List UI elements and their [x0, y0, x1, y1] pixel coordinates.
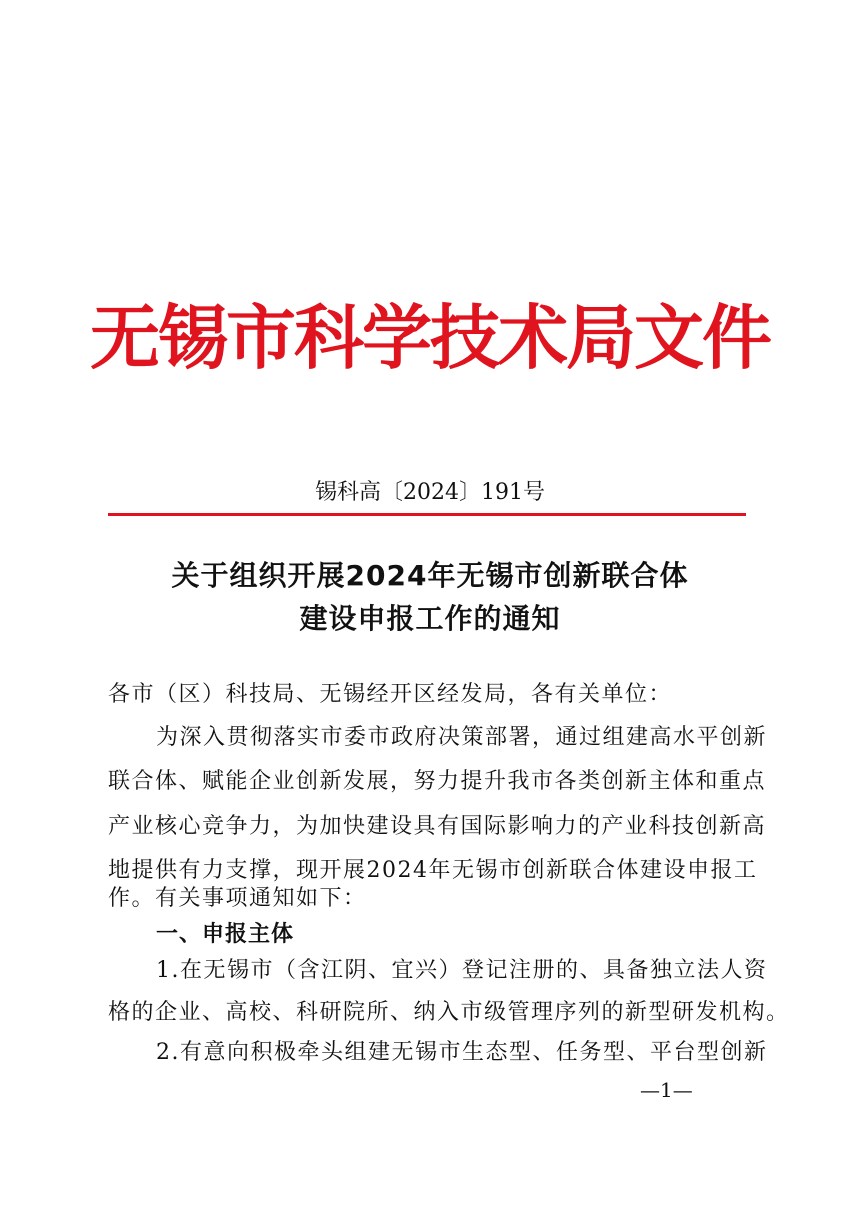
- page-number: —1—: [640, 1078, 693, 1102]
- body-line: 为深入贯彻落实市委市政府决策部署，通过组建高水平创新: [156, 725, 768, 750]
- document-number: 锡科高〔2024〕191号: [315, 480, 545, 505]
- body-line: 地提供有力支撑，现开展2024年无锡市创新联合体建设申报工: [108, 858, 758, 883]
- notice-title-line-1: 关于组织开展2024年无锡市创新联合体: [171, 559, 689, 592]
- body-line: 联合体、赋能企业创新发展，努力提升我市各类创新主体和重点: [108, 769, 767, 794]
- section-heading: 一、申报主体: [156, 922, 295, 947]
- item-line: 格的企业、高校、科研院所、纳入市级管理序列的新型研发机构。: [108, 1000, 790, 1025]
- notice-title-line-2: 建设申报工作的通知: [299, 602, 561, 635]
- body-line: 作。有关事项通知如下：: [108, 886, 367, 911]
- item-line: 1.在无锡市（含江阴、宜兴）登记注册的、具备独立法人资: [156, 958, 768, 983]
- masthead-title: 无锡市科学技术局文件: [90, 297, 770, 379]
- body-line: 产业核心竞争力，为加快建设具有国际影响力的产业科技创新高: [108, 814, 767, 839]
- item-line: 2.有意向积极牵头组建无锡市生态型、任务型、平台型创新: [156, 1040, 768, 1065]
- red-divider: [108, 513, 746, 516]
- salutation: 各市（区）科技局、无锡经开区经发局，各有关单位：: [108, 682, 673, 707]
